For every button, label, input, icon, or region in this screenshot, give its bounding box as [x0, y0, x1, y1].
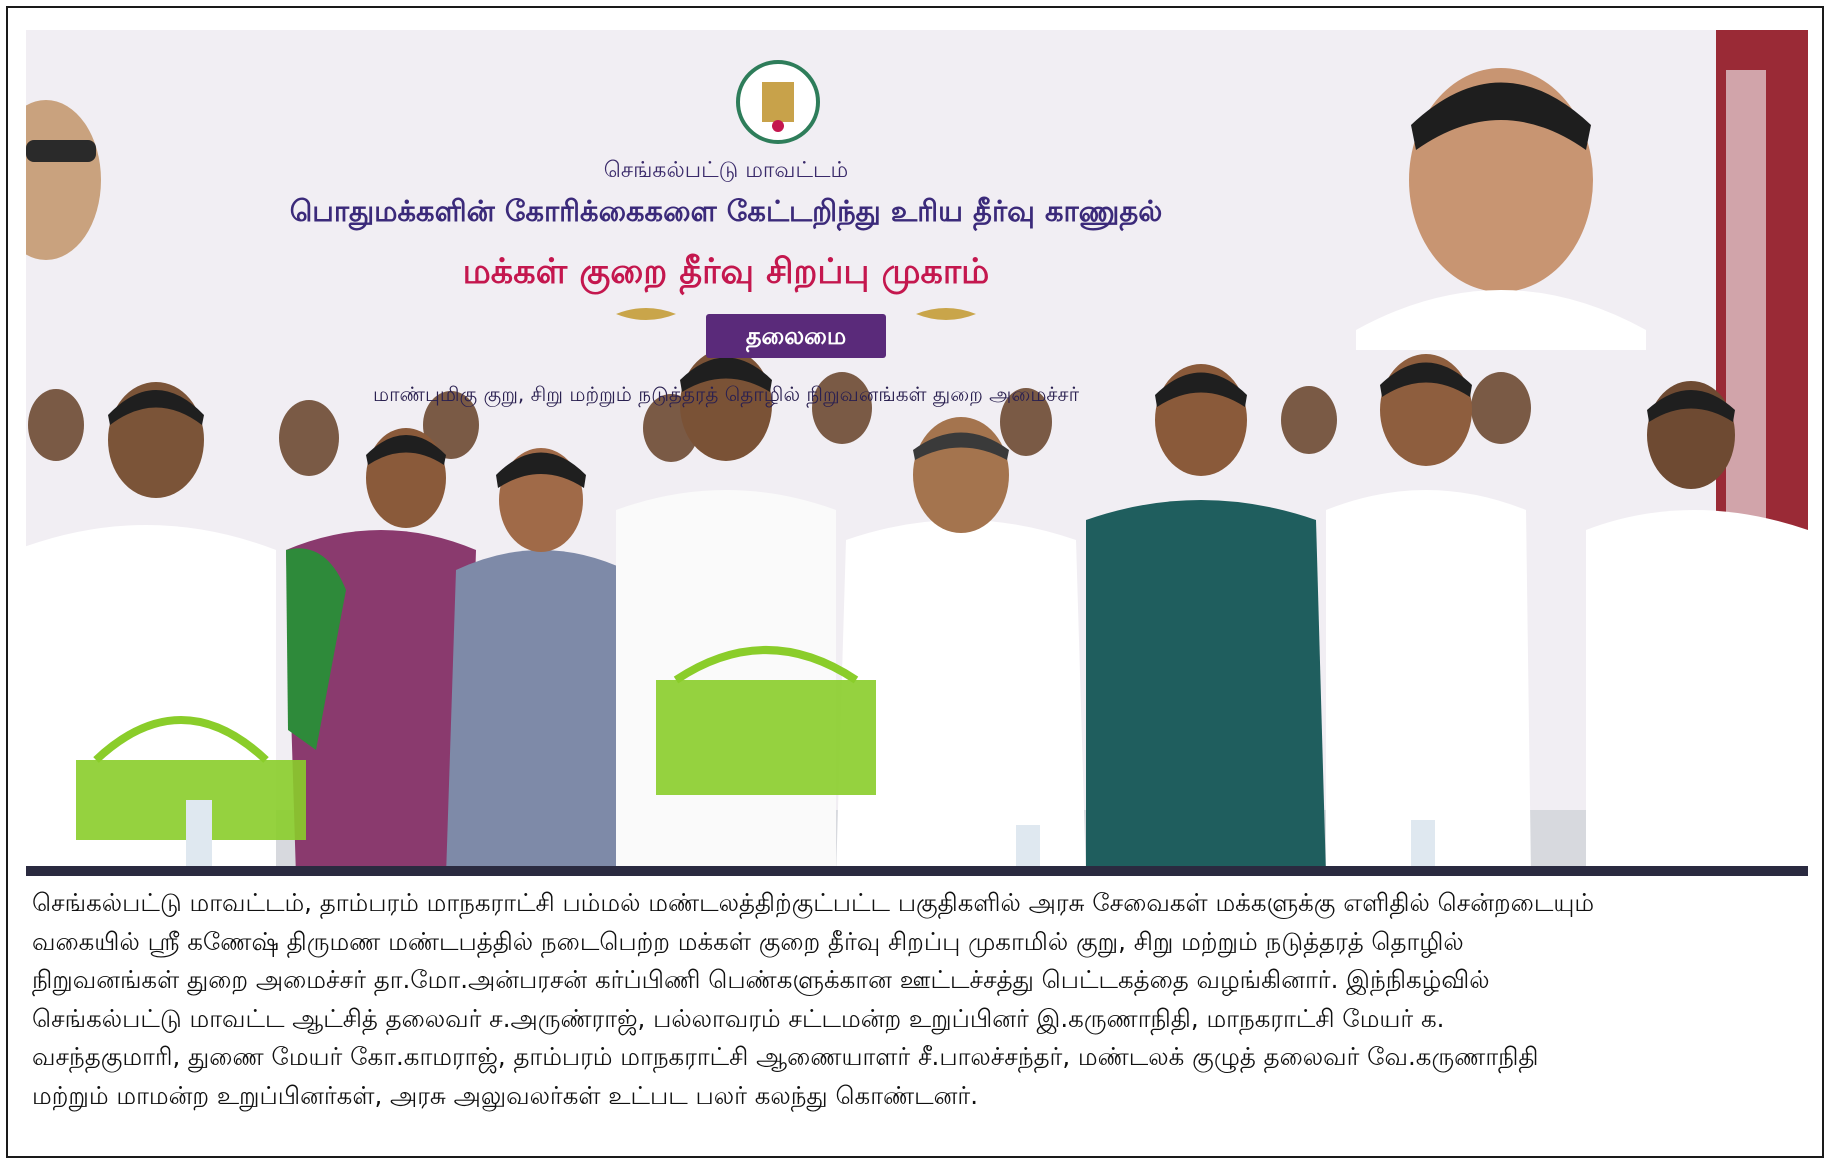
- banner-headline: பொதுமக்களின் கோரிக்கைகளை கேட்டறிந்து உரிய தீர்வு காணுதல்: [289, 194, 1163, 228]
- caption-line: செங்கல்பட்டு மாவட்டம், தாம்பரம் மாநகராட்சி பம்மல் மண்டலத்திற்குட்பட்ட பகுதிகளில் அரசு சேவைகள் மக்களுக்கு எளிதில் சென்றடையும்: [32, 888, 1595, 917]
- photo-caption: [32, 884, 1822, 1115]
- event-photo: [26, 30, 1808, 876]
- banner-camp-title: மக்கள் குறை தீர்வு சிறப்பு முகாம்: [462, 252, 990, 292]
- banner-minister-line: மாண்புமிகு குறு, சிறு மற்றும் நடுத்தரத் தொழில் நிறுவனங்கள் துறை அமைச்சர்: [372, 382, 1080, 406]
- caption-line: வசந்தகுமாரி, துணை மேயர் கோ.காமராஜ், தாம்பரம் மாநகராட்சி ஆணையாளர் சீ.பாலச்சந்தர், மண்டலக் குழுத் தலைவர் வே.கருணாநிதி: [32, 1042, 1539, 1071]
- banner-district: செங்கல்பட்டு மாவட்டம்: [603, 158, 849, 183]
- banner-presiding-label: தலைமை: [706, 314, 886, 358]
- news-clipping-frame: [6, 6, 1824, 1158]
- photo-illustration: [26, 30, 1808, 876]
- caption-line: மற்றும் மாமன்ற உறுப்பினர்கள், அரசு அலுவலர்கள் உட்பட பலர் கலந்து கொண்டனர்.: [32, 1080, 979, 1110]
- caption-line: நிறுவனங்கள் துறை அமைச்சர் தா.மோ.அன்பரசன் கர்ப்பிணி பெண்களுக்கான ஊட்டச்சத்து பெட்டகத்தை வழங்கினார். இந்நிகழ்வில்: [32, 965, 1490, 994]
- caption-line: வகையில் ஸ்ரீ கணேஷ் திருமண மண்டபத்தில் நடைபெற்ற மக்கள் குறை தீர்வு சிறப்பு முகாமில் குறு, சிறு மற்றும் நடுத்தரத் தொழில்: [32, 926, 1464, 956]
- caption-line: செங்கல்பட்டு மாவட்ட ஆட்சித் தலைவர் ச.அருண்ராஜ், பல்லாவரம் சட்டமன்ற உறுப்பினர் இ.கருணாநிதி, மாநகராட்சி மேயர் க.: [32, 1003, 1445, 1033]
